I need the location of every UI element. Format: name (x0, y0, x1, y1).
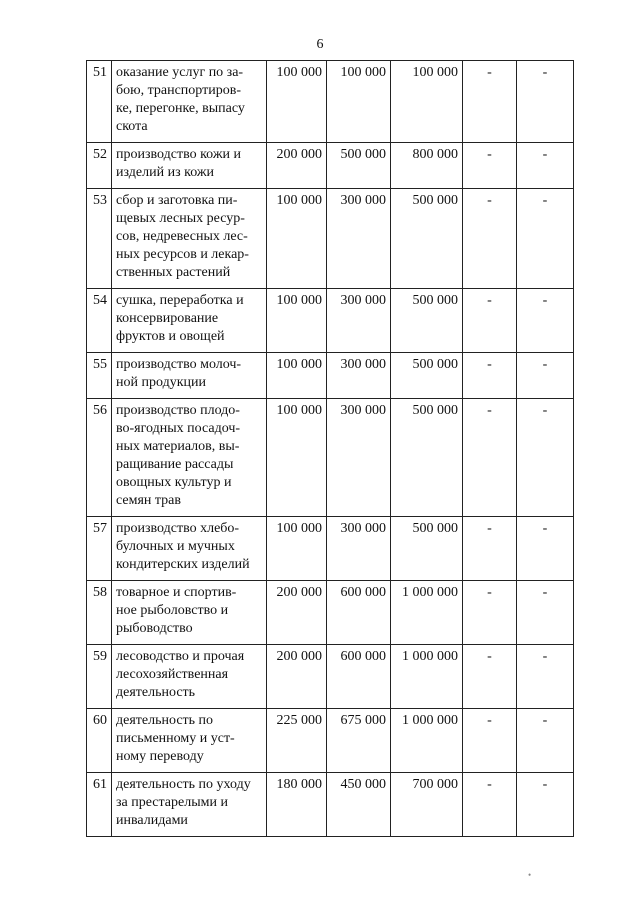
activity-name (112, 581, 267, 645)
amount-3: 500 000 (391, 517, 463, 581)
activity-name-text: деятельность по уходу за престарелыми и инвалидами (116, 777, 251, 828)
row-number: 56 (87, 399, 112, 517)
amount-1: 100 000 (267, 61, 327, 143)
amount-2: 450 000 (327, 773, 391, 837)
activity-name-text: производство плодо- во-ягодных посадоч- ных материалов, вы- ращивание рассады овощных культур и семян трав (116, 403, 241, 508)
amount-2: 675 000 (327, 709, 391, 773)
amount-2: 300 000 (327, 517, 391, 581)
dash-cell-1: - (463, 353, 517, 399)
amount-3: 700 000 (391, 773, 463, 837)
amount-2: 500 000 (327, 143, 391, 189)
row-number: 54 (87, 289, 112, 353)
activity-name-text: оказание услуг по за- бою, транспортиров- ке, перегонке, выпасу скота (116, 65, 245, 134)
amount-3: 1 000 000 (391, 645, 463, 709)
table-body (87, 61, 574, 837)
row-number: 55 (87, 353, 112, 399)
activity-name-text: сушка, переработка и консервирование фруктов и овощей (116, 293, 244, 344)
dash-cell-1: - (463, 709, 517, 773)
amount-1: 100 000 (267, 189, 327, 289)
dash-cell-2: - (517, 581, 574, 645)
dash-cell-1: - (463, 581, 517, 645)
dash-cell-1: - (463, 773, 517, 837)
dash-cell-2: - (517, 399, 574, 517)
table-row (87, 645, 574, 709)
activity-name (112, 709, 267, 773)
amount-2: 600 000 (327, 645, 391, 709)
activity-name-text: производство хлебо- булочных и мучных кондитерских изделий (116, 521, 250, 572)
dash-cell-1: - (463, 289, 517, 353)
table-row (87, 517, 574, 581)
activity-name (112, 143, 267, 189)
amount-1: 200 000 (267, 143, 327, 189)
table-row (87, 143, 574, 189)
dash-cell-2: - (517, 61, 574, 143)
amount-1: 225 000 (267, 709, 327, 773)
footer-mark: • (528, 870, 532, 880)
amount-2: 600 000 (327, 581, 391, 645)
amount-2: 300 000 (327, 353, 391, 399)
row-number: 60 (87, 709, 112, 773)
dash-cell-2: - (517, 773, 574, 837)
dash-cell-2: - (517, 189, 574, 289)
amount-1: 180 000 (267, 773, 327, 837)
row-number: 59 (87, 645, 112, 709)
dash-cell-2: - (517, 709, 574, 773)
amount-1: 100 000 (267, 353, 327, 399)
activity-name (112, 773, 267, 837)
amount-1: 100 000 (267, 399, 327, 517)
dash-cell-2: - (517, 353, 574, 399)
dash-cell-2: - (517, 517, 574, 581)
activity-name (112, 353, 267, 399)
dash-cell-1: - (463, 399, 517, 517)
dash-cell-1: - (463, 61, 517, 143)
row-number: 58 (87, 581, 112, 645)
amount-3: 500 000 (391, 189, 463, 289)
row-number: 52 (87, 143, 112, 189)
amount-2: 300 000 (327, 189, 391, 289)
activity-name-text: производство молоч- ной продукции (116, 357, 242, 390)
amount-1: 200 000 (267, 581, 327, 645)
amount-2: 100 000 (327, 61, 391, 143)
row-number: 61 (87, 773, 112, 837)
dash-cell-1: - (463, 517, 517, 581)
activity-name-text: деятельность по письменному и уст- ному переводу (116, 713, 235, 764)
table-row (87, 289, 574, 353)
dash-cell-2: - (517, 289, 574, 353)
activity-name (112, 399, 267, 517)
row-number: 51 (87, 61, 112, 143)
row-number: 57 (87, 517, 112, 581)
amount-3: 800 000 (391, 143, 463, 189)
activity-name (112, 289, 267, 353)
amount-3: 100 000 (391, 61, 463, 143)
dash-cell-1: - (463, 645, 517, 709)
table-row (87, 61, 574, 143)
dash-cell-2: - (517, 143, 574, 189)
amount-1: 100 000 (267, 289, 327, 353)
amount-1: 100 000 (267, 517, 327, 581)
activity-name-text: лесоводство и прочая лесохозяйственная деятельность (116, 649, 245, 700)
activity-name (112, 645, 267, 709)
activity-name (112, 517, 267, 581)
amount-1: 200 000 (267, 645, 327, 709)
activity-name-text: сбор и заготовка пи- щевых лесных ресур- сов, недревесных лес- ных ресурсов и лекар- ственных растений (116, 193, 249, 280)
table-row (87, 353, 574, 399)
table-row (87, 709, 574, 773)
amount-2: 300 000 (327, 399, 391, 517)
dash-cell-1: - (463, 143, 517, 189)
row-number: 53 (87, 189, 112, 289)
activity-name-text: товарное и спортив- ное рыболовство и рыбоводство (116, 585, 237, 636)
amount-3: 1 000 000 (391, 581, 463, 645)
amount-3: 500 000 (391, 289, 463, 353)
dash-cell-1: - (463, 189, 517, 289)
amount-3: 500 000 (391, 399, 463, 517)
amount-3: 1 000 000 (391, 709, 463, 773)
amount-2: 300 000 (327, 289, 391, 353)
page-number: 6 (316, 37, 324, 52)
table-row (87, 189, 574, 289)
activity-name (112, 61, 267, 143)
table-row (87, 581, 574, 645)
table-row (87, 773, 574, 837)
dash-cell-2: - (517, 645, 574, 709)
table-row (87, 399, 574, 517)
activity-name-text: производство кожи и изделий из кожи (116, 147, 241, 180)
activities-table (86, 60, 574, 837)
amount-3: 500 000 (391, 353, 463, 399)
activity-name (112, 189, 267, 289)
